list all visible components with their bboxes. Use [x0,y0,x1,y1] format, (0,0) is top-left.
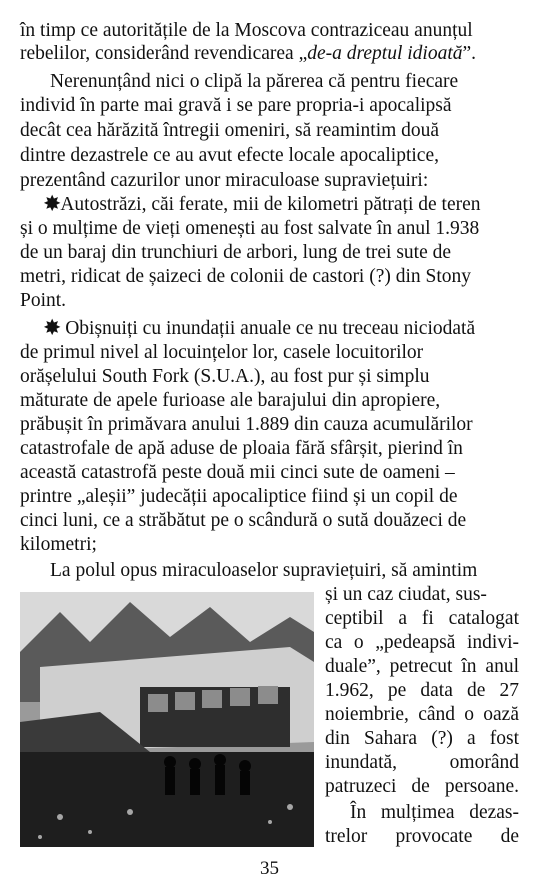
text-line: inundată, omorând [325,752,519,773]
bullet-icon: ✸ [44,194,61,215]
text-line: duale”, petrecut în anul [325,656,519,677]
text-span: ”. [462,43,477,64]
page-number: 35 [260,858,279,879]
text-line: patruzeci de persoane. [325,776,519,797]
text-line: cinci luni, ce a străbătut pe o scândură o sută douăzeci de [20,510,467,531]
text-line: catastrofale de apă aduse de ploaia fără sfârșit, pierind în [20,438,463,459]
text-line: orășelului South Fork (S.U.A.), au fost pur și simplu [20,366,430,387]
text-span: rebelilor, considerând revendicarea „ [20,43,308,64]
text-line [44,194,481,216]
bullet-icon: ✸ [44,318,61,339]
text-line: decât cea hărăzită întregii omeniri, să reamintim două [20,120,440,141]
text-line: în timp ce autoritățile de la Moscova contraziceau anunțul [20,20,473,41]
text-line: și o mulțime de vieți omenești au fost salvate în anul 1.938 [20,218,480,239]
text-line: din Sahara (?) a fost [325,728,519,749]
text-line: metri, ridicat de șaizeci de colonii de castori (?) din Stony [20,266,472,287]
text-line: La polul opus miraculoaselor supraviețuiri, să amintim [50,560,478,581]
text-line: ceptibil a fi catalogat [325,608,519,629]
italic-quote: de-a dreptul idioată [307,43,463,64]
text-line: noiembrie, când o oază [325,704,519,725]
text-span: Autostrăzi, căi ferate, mii de kilometri pătrați de teren [60,194,481,215]
text-line: Nerenunțând nici o clipă la părerea că pentru fiecare [50,71,459,92]
text-line: ca o „pedeapsă indivi- [325,632,519,653]
text-line: această catastrofă peste două mii cinci sute de oameni – [20,462,455,483]
text-line [44,318,475,340]
text-line: de un baraj din trunchiuri de arbori, lung de trei sute de [20,242,452,263]
text-line: prăbușit în primăvara anului 1.889 din cauza acumulărilor [20,414,473,435]
text-line: individ în parte mai gravă i se pare propria-i apocalipsă [20,95,452,116]
text-line: trelor provocate de [325,826,519,847]
flood-photo [20,592,314,847]
text-line: dintre dezastrele ce au avut efecte locale apocaliptice, [20,145,439,166]
text-line [20,43,476,65]
text-line: kilometri; [20,534,97,555]
text-line: printre „aleșii” judecății apocaliptice fiind și un copil de [20,486,458,507]
text-line: În mulțimea dezas- [350,802,519,823]
flood-photo-drawing [20,592,314,847]
text-line: și un caz ciudat, sus- [325,584,487,605]
text-line: 1.962, pe data de 27 [325,680,519,701]
text-line: prezentând cazurilor unor miraculoase supraviețuiri: [20,170,429,191]
text-line: Point. [20,290,67,311]
text-span: Obișnuiți cu inundații anuale ce nu treceau niciodată [65,318,476,339]
text-line: măturate de apele furioase ale barajului din apropiere, [20,390,441,411]
text-line: de primul nivel al locuințelor lor, casele locuitorilor [20,342,424,363]
